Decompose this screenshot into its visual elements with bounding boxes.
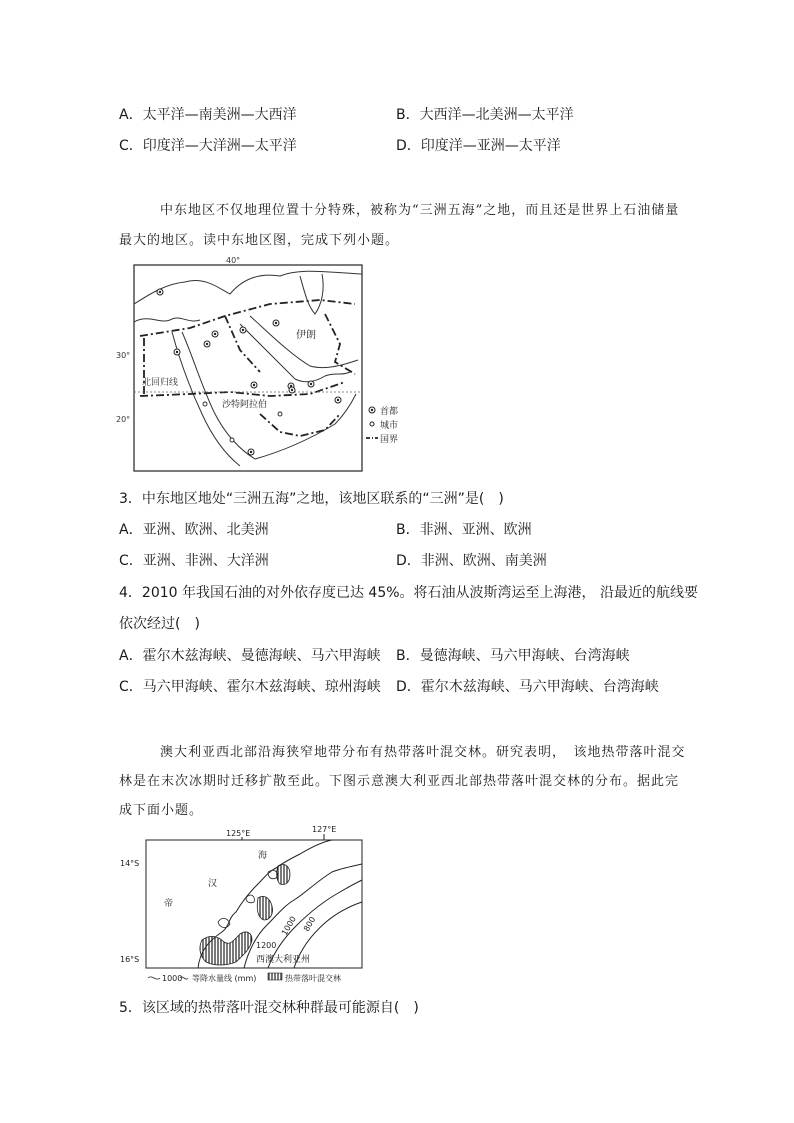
- legend-isohyet-sample: 1000: [162, 974, 183, 983]
- legend-forest: 热带落叶混交林: [285, 974, 341, 983]
- sea-label-3: 帝: [164, 899, 174, 909]
- isohyet-800-label: 800: [301, 915, 318, 933]
- q4-option-c: C．马六甲海峡、霍尔木兹海峡、琼州海峡: [119, 679, 381, 695]
- saudi-label: 沙特阿拉伯: [222, 400, 268, 410]
- legend-city: 城市: [380, 421, 399, 431]
- middle-east-map: [116, 254, 405, 474]
- australia-intro-line3: 成下面小题。: [119, 803, 204, 818]
- australia-map: [118, 822, 368, 988]
- q4-option-b: B．曼德海峡、马六甲海峡、台湾海峡: [396, 648, 630, 664]
- lat-20-label: 20°: [116, 415, 131, 424]
- map-frame: [146, 840, 362, 968]
- q2-option-c: C．印度洋—大洋洲—太平洋: [119, 138, 297, 154]
- lat-16-label: 16°S: [120, 955, 140, 964]
- forest-patch-north: [277, 864, 290, 884]
- q4-option-a: A．霍尔木兹海峡、曼德海峡、马六甲海峡: [119, 648, 381, 664]
- q2-option-b: B．大西洋—北美洲—太平洋: [396, 107, 574, 123]
- isohyet-1000-label: 1000: [279, 914, 298, 937]
- australia-intro-line2: 林是在末次冰期时迁移扩散至此。下图示意澳大利亚西北部热带落叶混交林的分布。据此完: [119, 774, 680, 789]
- q4-stem-line2: 依次经过( ): [119, 616, 200, 632]
- q3-option-d: D．非洲、欧洲、南美洲: [396, 553, 547, 569]
- sea-label-1: 海: [258, 851, 268, 861]
- lon-127-label: 127°E: [312, 825, 337, 834]
- legend-capital: 首都: [380, 407, 399, 417]
- lon-40-label: 40°: [226, 256, 241, 265]
- q5-stem: 5．该区域的热带落叶混交林种群最可能源自( ): [119, 1000, 419, 1016]
- iran-label: 伊朗: [296, 330, 316, 341]
- region-label: 西澳大利亚州: [256, 955, 311, 965]
- q4-option-d: D．霍尔木兹海峡、马六甲海峡、台湾海峡: [396, 679, 659, 695]
- legend-border: 国界: [380, 435, 399, 445]
- q2-option-a: A．太平洋—南美洲—大西洋: [119, 107, 297, 123]
- isohyet-1200-label: 1200: [256, 941, 277, 950]
- q3-option-a: A．亚洲、欧洲、北美洲: [119, 522, 269, 538]
- lat-14-label: 14°S: [120, 859, 140, 868]
- q3-option-c: C．亚洲、非洲、大洋洲: [119, 553, 269, 569]
- q4-stem-line1: 4．2010 年我国石油的对外依存度已达 45%。将石油从波斯湾运至上海港， 沿最近的航线要: [119, 585, 699, 601]
- legend-isohyet: 等降水量线 (mm): [192, 974, 257, 983]
- q3-option-b: B．非洲、亚洲、欧洲: [396, 522, 532, 538]
- mideast-intro-line2: 最大的地区。读中东地区图，完成下列小题。: [119, 233, 400, 248]
- mideast-intro-line1: 中东地区不仅地理位置十分特殊，被称为“三洲五海”之地，而且还是世界上石油储量: [160, 203, 680, 218]
- sea-label-2: 汉: [208, 879, 218, 889]
- map-frame: [134, 265, 362, 471]
- lon-125-label: 125°E: [226, 829, 251, 838]
- australia-intro-line1: 澳大利亚西北部沿海狭窄地带分布有热带落叶混交林。研究表明， 该地热带落叶混交: [160, 745, 686, 760]
- lat-30-label: 30°: [116, 351, 131, 360]
- tropic-label: 北回归线: [142, 378, 179, 388]
- q3-stem: 3．中东地区地处“三洲五海”之地，该地区联系的“三洲”是( ): [119, 491, 504, 507]
- q2-option-d: D．印度洋—亚洲—太平洋: [396, 138, 561, 154]
